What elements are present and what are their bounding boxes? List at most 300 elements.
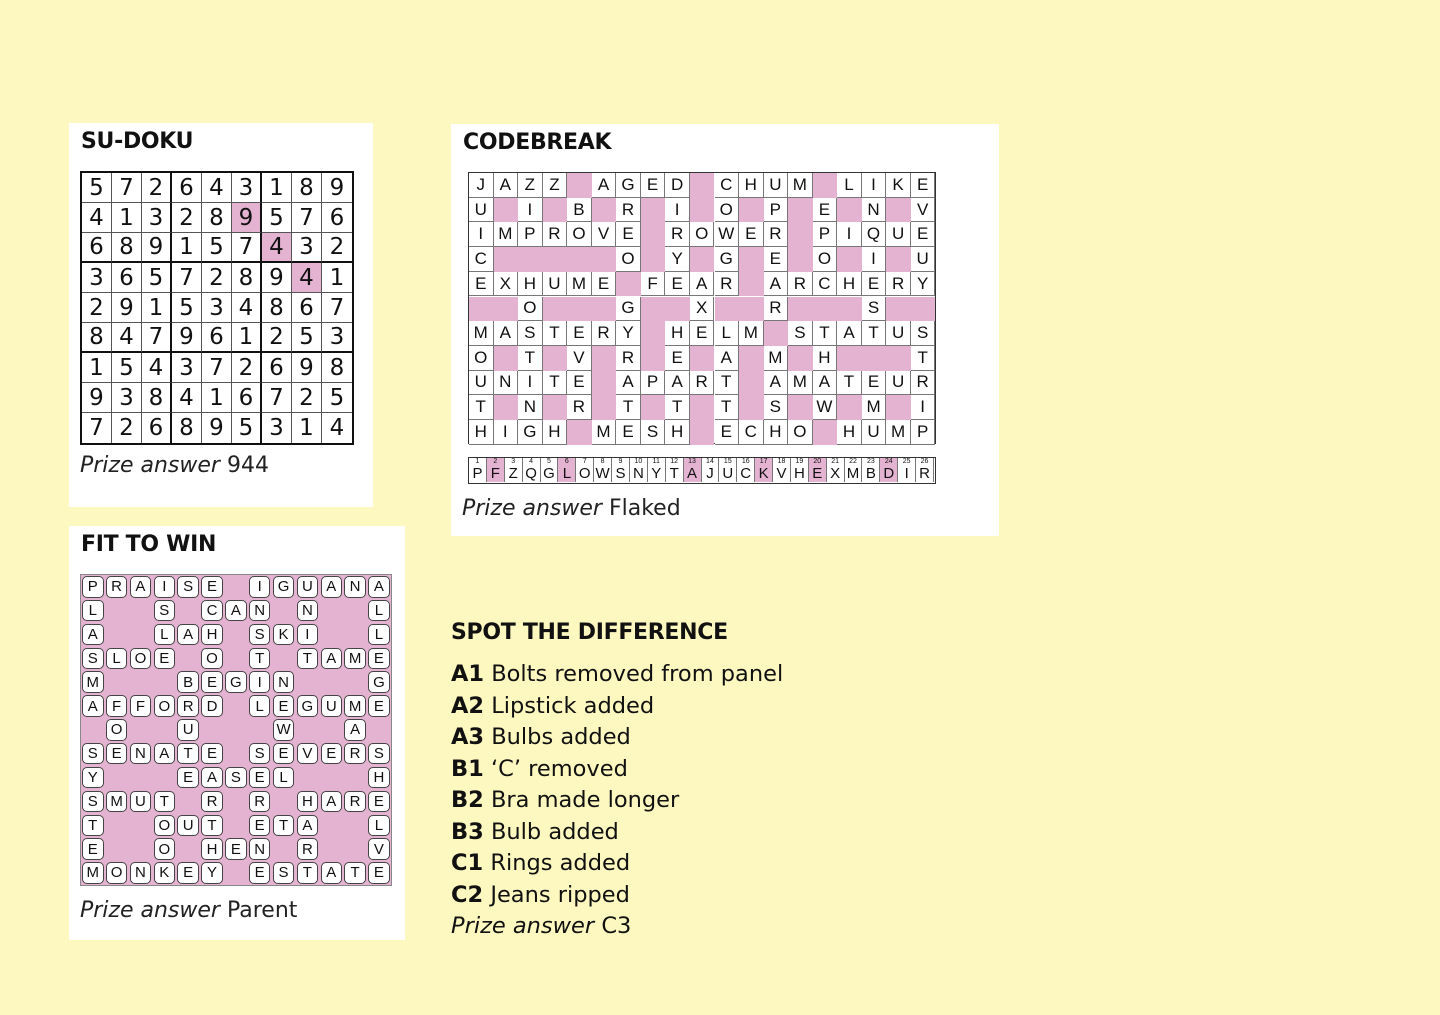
sudoku-cell: 3 xyxy=(172,353,202,383)
spot-item xyxy=(451,785,783,817)
codebreak-cell: E xyxy=(567,321,592,346)
codebreak-block xyxy=(886,198,911,223)
codebreak-key-number: 18 xyxy=(777,458,786,465)
codebreak-cell: Z xyxy=(543,173,568,198)
codebreak-block xyxy=(494,395,519,420)
fittowin-cell: Y xyxy=(201,862,223,884)
codebreak-block xyxy=(788,395,813,420)
codebreak-block xyxy=(567,420,592,445)
fittowin-cell: M xyxy=(106,791,128,813)
codebreak-cell: G xyxy=(715,247,740,272)
fittowin-cell: H xyxy=(297,791,319,813)
fittowin-cell: A xyxy=(368,576,390,598)
codebreak-key-cell xyxy=(755,458,773,482)
sudoku-cell: 9 xyxy=(262,263,292,293)
codebreak-key-letter: D xyxy=(883,465,895,482)
sudoku-grid xyxy=(80,171,354,445)
fittowin-cell: T xyxy=(297,862,319,884)
codebreak-cell: U xyxy=(911,247,936,272)
fittowin-cell: A xyxy=(82,695,104,717)
codebreak-key-number: 5 xyxy=(547,458,551,465)
spot-item-text: Bulb added xyxy=(490,818,619,845)
fittowin-cell: A xyxy=(344,719,366,741)
codebreak-cell: E xyxy=(862,272,887,297)
codebreak-block xyxy=(690,198,715,223)
codebreak-key-number: 23 xyxy=(867,458,875,465)
codebreak-key-letter: Z xyxy=(508,465,518,482)
codebreak-cell: U xyxy=(886,321,911,346)
codebreak-block xyxy=(641,346,666,371)
fittowin-cell: A xyxy=(321,791,343,813)
sudoku-cell: 8 xyxy=(172,413,202,443)
sudoku-cell: 1 xyxy=(292,413,322,443)
sudoku-cell: 8 xyxy=(112,233,142,263)
sudoku-cell: 6 xyxy=(202,323,232,353)
codebreak-cell: R xyxy=(616,346,641,371)
sudoku-cell: 5 xyxy=(172,293,202,323)
codebreak-cell: I xyxy=(494,420,519,445)
fittowin-prize xyxy=(80,898,297,923)
codebreak-cell: A xyxy=(665,371,690,396)
codebreak-key-number: 9 xyxy=(618,458,623,465)
codebreak-cell: U xyxy=(886,371,911,396)
codebreak-cell: E xyxy=(616,222,641,247)
fittowin-cell: I xyxy=(249,671,271,693)
fittowin-cell: O xyxy=(130,648,152,670)
codebreak-cell: T xyxy=(543,371,568,396)
fittowin-title: FIT TO WIN xyxy=(81,532,217,557)
codebreak-block xyxy=(543,297,568,322)
fittowin-cell: U xyxy=(177,719,199,741)
fittowin-cell: I xyxy=(297,624,319,646)
codebreak-cell: T xyxy=(715,371,740,396)
fittowin-cell: E xyxy=(368,862,390,884)
codebreak-cell: C xyxy=(739,420,764,445)
codebreak-key-number: 17 xyxy=(759,458,768,465)
sudoku-cell: 4 xyxy=(292,263,322,293)
codebreak-cell: Y xyxy=(616,321,641,346)
codebreak-cell: V xyxy=(911,198,936,223)
codebreak-cell: H xyxy=(739,173,764,198)
fittowin-cell: A xyxy=(321,576,343,598)
codebreak-key-number: 26 xyxy=(920,458,929,465)
spot-item-code: A3 xyxy=(451,724,485,750)
codebreak-cell: M xyxy=(862,395,887,420)
fittowin-cell: S xyxy=(82,648,104,670)
codebreak-block xyxy=(690,247,715,272)
codebreak-cell: U xyxy=(764,173,789,198)
fittowin-cell: F xyxy=(106,695,128,717)
codebreak-block xyxy=(739,371,764,396)
codebreak-key-cell xyxy=(612,458,630,482)
fittowin-cell: Y xyxy=(82,767,104,789)
codebreak-block xyxy=(690,346,715,371)
fittowin-cell: A xyxy=(201,767,223,789)
codebreak-cell: E xyxy=(665,272,690,297)
fittowin-cell: S xyxy=(177,576,199,598)
fittowin-cell: P xyxy=(82,576,104,598)
fittowin-cell: E xyxy=(225,838,247,860)
sudoku-cell: 7 xyxy=(232,233,262,263)
codebreak-key-number: 19 xyxy=(795,458,804,465)
codebreak-cell: V xyxy=(592,222,617,247)
codebreak-block xyxy=(592,371,617,396)
codebreak-key-number: 7 xyxy=(582,458,587,465)
fittowin-cell: E xyxy=(82,838,104,860)
spot-item-code: C2 xyxy=(451,881,484,908)
fittowin-cell: F xyxy=(130,695,152,717)
fittowin-cell: N xyxy=(249,600,271,622)
codebreak-key-letter: C xyxy=(740,465,752,482)
fittowin-cell: U xyxy=(321,695,343,717)
codebreak-key-cell xyxy=(898,458,916,482)
codebreak-key-cell xyxy=(541,458,559,482)
codebreak-cell: I xyxy=(469,222,494,247)
fittowin-cell: M xyxy=(82,862,104,884)
codebreak-key-cell xyxy=(684,458,702,482)
sudoku-cell: 7 xyxy=(112,173,142,203)
codebreak-key-cell xyxy=(487,458,505,482)
codebreak-key-letter: H xyxy=(793,465,805,482)
sudoku-cell: 2 xyxy=(232,353,262,383)
codebreak-cell: H xyxy=(837,272,862,297)
codebreak-cell: A xyxy=(715,346,740,371)
sudoku-cell: 4 xyxy=(202,173,232,203)
codebreak-cell: I xyxy=(518,198,543,223)
fittowin-cell: K xyxy=(273,624,295,646)
fittowin-cell: E xyxy=(249,862,271,884)
codebreak-block xyxy=(641,395,666,420)
codebreak-key-cell xyxy=(594,458,612,482)
codebreak-cell: O xyxy=(788,420,813,445)
codebreak-key-cell xyxy=(702,458,720,482)
fittowin-cell: E xyxy=(177,767,199,789)
codebreak-key-number: 16 xyxy=(741,458,750,465)
codebreak-block xyxy=(837,346,862,371)
sudoku-cell: 8 xyxy=(142,383,172,413)
codebreak-block xyxy=(886,297,911,322)
fittowin-cell: G xyxy=(225,671,247,693)
sudoku-cell: 3 xyxy=(82,263,112,293)
codebreak-cell: H xyxy=(665,321,690,346)
codebreak-block xyxy=(494,346,519,371)
sudoku-cell: 9 xyxy=(322,173,352,203)
fittowin-cell: G xyxy=(273,576,295,598)
codebreak-block xyxy=(764,321,789,346)
codebreak-key-letter: S xyxy=(615,465,626,482)
codebreak-cell: B xyxy=(567,198,592,223)
spot-item-text: Bra made longer xyxy=(490,787,680,813)
sudoku-cell: 3 xyxy=(262,413,292,443)
codebreak-block xyxy=(641,198,666,223)
fittowin-cell: S xyxy=(82,743,104,765)
codebreak-key-number: 15 xyxy=(723,458,732,465)
codebreak-cell: U xyxy=(886,222,911,247)
codebreak-cell: T xyxy=(543,321,568,346)
fittowin-cell: E xyxy=(249,815,271,837)
fittowin-cell: L xyxy=(368,600,390,622)
codebreak-cell: H xyxy=(813,346,838,371)
sudoku-cell: 4 xyxy=(142,353,172,383)
fittowin-prize-label: Prize answer xyxy=(80,898,220,923)
sudoku-cell: 4 xyxy=(82,203,112,233)
codebreak-key-cell xyxy=(791,458,809,482)
codebreak-block xyxy=(543,198,568,223)
fittowin-cell: K xyxy=(154,862,176,884)
codebreak-cell: R xyxy=(690,371,715,396)
codebreak-block xyxy=(813,173,838,198)
codebreak-cell: G xyxy=(616,173,641,198)
codebreak-cell: O xyxy=(813,247,838,272)
codebreak-cell: E xyxy=(911,222,936,247)
codebreak-cell: A xyxy=(494,321,519,346)
sudoku-cell: 1 xyxy=(142,293,172,323)
fittowin-cell: L xyxy=(273,767,295,789)
fittowin-cell: E xyxy=(368,695,390,717)
fittowin-cell: A xyxy=(177,624,199,646)
fittowin-cell: R xyxy=(201,791,223,813)
codebreak-cell: L xyxy=(837,173,862,198)
fittowin-cell: O xyxy=(154,815,176,837)
codebreak-key-letter: G xyxy=(543,465,555,482)
codebreak-key-cell xyxy=(862,458,880,482)
codebreak-cell: R xyxy=(616,198,641,223)
codebreak-cell: R xyxy=(715,272,740,297)
codebreak-cell: E xyxy=(469,272,494,297)
sudoku-cell: 2 xyxy=(112,413,142,443)
fittowin-cell: R xyxy=(249,791,271,813)
codebreak-cell: Y xyxy=(911,272,936,297)
codebreak-block xyxy=(592,198,617,223)
codebreak-key-number: 10 xyxy=(634,458,643,465)
codebreak-cell: P xyxy=(764,198,789,223)
codebreak-cell: E xyxy=(764,247,789,272)
codebreak-cell: M xyxy=(469,321,494,346)
sudoku-title: SU-DOKU xyxy=(81,129,194,154)
sudoku-cell: 9 xyxy=(232,203,262,233)
codebreak-grid xyxy=(468,172,936,444)
sudoku-cell: 8 xyxy=(322,353,352,383)
fittowin-cell: L xyxy=(368,624,390,646)
fittowin-cell: N xyxy=(297,600,319,622)
codebreak-key-letter: F xyxy=(490,465,500,482)
sudoku-cell: 7 xyxy=(292,203,322,233)
spot-the-difference-section xyxy=(451,620,783,943)
sudoku-cell: 7 xyxy=(172,263,202,293)
fittowin-cell: A xyxy=(130,576,152,598)
codebreak-block xyxy=(886,247,911,272)
codebreak-cell: R xyxy=(764,222,789,247)
fittowin-cell: D xyxy=(201,695,223,717)
fittowin-cell: E xyxy=(368,791,390,813)
spot-list xyxy=(451,659,783,911)
codebreak-cell: M xyxy=(788,371,813,396)
codebreak-cell: W xyxy=(813,395,838,420)
fittowin-cell: N xyxy=(130,743,152,765)
codebreak-cell: I xyxy=(911,395,936,420)
codebreak-cell: S xyxy=(911,321,936,346)
spot-item xyxy=(451,880,783,912)
codebreak-key-cell xyxy=(845,458,863,482)
fittowin-cell: W xyxy=(273,719,295,741)
codebreak-block xyxy=(641,297,666,322)
fittowin-cell: S xyxy=(225,767,247,789)
codebreak-cell: K xyxy=(886,173,911,198)
spot-item xyxy=(451,848,783,880)
codebreak-cell: I xyxy=(665,198,690,223)
fittowin-cell: E xyxy=(368,648,390,670)
codebreak-cell: E xyxy=(616,420,641,445)
fittowin-cell: O xyxy=(106,862,128,884)
fittowin-cell: T xyxy=(344,862,366,884)
fittowin-cell: L xyxy=(82,600,104,622)
codebreak-cell: R xyxy=(886,272,911,297)
codebreak-key-number: 22 xyxy=(849,458,857,465)
codebreak-cell: A xyxy=(616,371,641,396)
codebreak-prize-label: Prize answer xyxy=(462,496,602,521)
codebreak-cell: X xyxy=(690,297,715,322)
fittowin-cell: U xyxy=(130,791,152,813)
codebreak-cell: U xyxy=(469,371,494,396)
fittowin-cell: R xyxy=(297,838,319,860)
codebreak-block xyxy=(886,395,911,420)
sudoku-cell: 6 xyxy=(172,173,202,203)
fittowin-cell: U xyxy=(177,815,199,837)
sudoku-cell: 5 xyxy=(82,173,112,203)
fittowin-cell: L xyxy=(249,695,271,717)
sudoku-cell: 2 xyxy=(202,263,232,293)
codebreak-cell: H xyxy=(665,420,690,445)
codebreak-cell: Q xyxy=(862,222,887,247)
fittowin-cell: H xyxy=(201,838,223,860)
fittowin-cell: L xyxy=(154,624,176,646)
codebreak-cell: H xyxy=(518,272,543,297)
codebreak-cell: F xyxy=(641,272,666,297)
codebreak-key-letter: J xyxy=(706,465,714,482)
fittowin-cell: T xyxy=(177,743,199,765)
codebreak-cell: R xyxy=(788,272,813,297)
sudoku-prize xyxy=(80,453,269,478)
codebreak-cell: G xyxy=(518,420,543,445)
fittowin-cell: S xyxy=(154,600,176,622)
codebreak-cell: L xyxy=(715,321,740,346)
codebreak-cell: T xyxy=(665,395,690,420)
fittowin-cell: R xyxy=(177,695,199,717)
sudoku-cell: 3 xyxy=(112,383,142,413)
codebreak-key-cell xyxy=(558,458,576,482)
codebreak-key-cell xyxy=(773,458,791,482)
codebreak-block xyxy=(690,173,715,198)
fittowin-cell: M xyxy=(344,648,366,670)
fittowin-cell: R xyxy=(344,743,366,765)
fittowin-cell: S xyxy=(249,743,271,765)
sudoku-cell: 4 xyxy=(172,383,202,413)
codebreak-key-number: 3 xyxy=(511,458,516,465)
sudoku-cell: 8 xyxy=(232,263,262,293)
fittowin-cell: A xyxy=(82,624,104,646)
codebreak-block xyxy=(665,297,690,322)
fittowin-cell: E xyxy=(154,648,176,670)
sudoku-cell: 1 xyxy=(262,173,292,203)
codebreak-key-cell xyxy=(809,458,827,482)
codebreak-cell: E xyxy=(739,222,764,247)
codebreak-cell: P xyxy=(911,420,936,445)
codebreak-cell: A xyxy=(592,173,617,198)
spot-item-text: Bolts removed from panel xyxy=(491,661,784,687)
codebreak-cell: J xyxy=(469,173,494,198)
sudoku-cell: 1 xyxy=(82,353,112,383)
spot-title: SPOT THE DIFFERENCE xyxy=(451,620,728,645)
codebreak-key-number: 4 xyxy=(529,458,534,465)
sudoku-cell: 6 xyxy=(292,293,322,323)
fittowin-cell: V xyxy=(368,838,390,860)
sudoku-cell: 1 xyxy=(232,323,262,353)
codebreak-cell: H xyxy=(837,420,862,445)
codebreak-cell: H xyxy=(469,420,494,445)
codebreak-block xyxy=(690,395,715,420)
codebreak-cell: R xyxy=(567,395,592,420)
sudoku-cell: 1 xyxy=(172,233,202,263)
codebreak-cell: R xyxy=(592,321,617,346)
codebreak-block xyxy=(739,198,764,223)
codebreak-cell: E xyxy=(592,272,617,297)
codebreak-block xyxy=(543,346,568,371)
codebreak-cell: M xyxy=(788,173,813,198)
fittowin-cell: L xyxy=(368,815,390,837)
sudoku-cell: 5 xyxy=(262,203,292,233)
spot-item-text: Bulbs added xyxy=(491,724,631,750)
fittowin-cell: I xyxy=(154,576,176,598)
codebreak-cell: M xyxy=(764,346,789,371)
codebreak-key-letter: P xyxy=(472,465,483,482)
fittowin-cell: T xyxy=(273,815,295,837)
fittowin-cell: E xyxy=(201,671,223,693)
codebreak-block xyxy=(788,222,813,247)
codebreak-key-number: 21 xyxy=(831,458,840,465)
codebreak-block xyxy=(641,321,666,346)
codebreak-block xyxy=(543,395,568,420)
codebreak-block xyxy=(862,346,887,371)
sudoku-cell: 8 xyxy=(202,203,232,233)
codebreak-cell: A xyxy=(494,173,519,198)
sudoku-cell: 2 xyxy=(292,383,322,413)
codebreak-cell: U xyxy=(862,420,887,445)
fittowin-cell: T xyxy=(249,648,271,670)
spot-item-text: Lipstick added xyxy=(491,692,655,719)
codebreak-key-cell xyxy=(523,458,541,482)
codebreak-block xyxy=(788,198,813,223)
sudoku-cell: 7 xyxy=(82,413,112,443)
codebreak-cell: V xyxy=(567,346,592,371)
codebreak-cell: T xyxy=(813,321,838,346)
codebreak-cell: T xyxy=(911,346,936,371)
sudoku-cell: 5 xyxy=(322,383,352,413)
codebreak-cell: U xyxy=(543,272,568,297)
codebreak-block xyxy=(739,346,764,371)
codebreak-cell: Y xyxy=(665,247,690,272)
fittowin-cell: B xyxy=(177,671,199,693)
fittowin-cell: R xyxy=(344,791,366,813)
codebreak-block xyxy=(641,222,666,247)
sudoku-cell: 2 xyxy=(82,293,112,323)
codebreak-cell: O xyxy=(690,222,715,247)
codebreak-block xyxy=(616,272,641,297)
fittowin-cell: E xyxy=(321,743,343,765)
codebreak-cell: M xyxy=(494,222,519,247)
fittowin-cell: N xyxy=(273,671,295,693)
codebreak-cell: E xyxy=(911,173,936,198)
spot-item-code: A2 xyxy=(451,692,485,719)
